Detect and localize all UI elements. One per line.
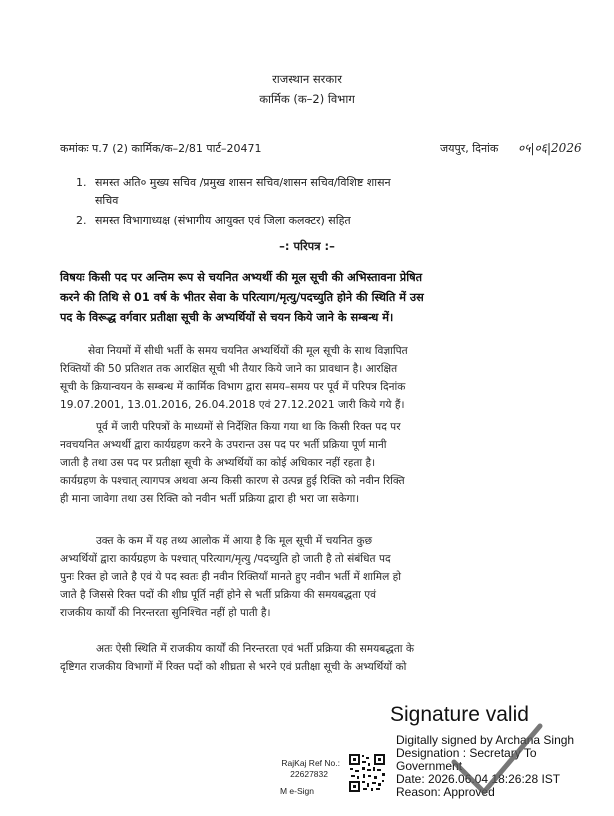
circular-title: –: परिपत्र :–	[279, 239, 335, 253]
checkmark-icon	[448, 722, 544, 798]
signature-reason: Reason: Approved	[396, 785, 495, 799]
paragraph-line: पूर्व में जारी परिपत्रों के माध्यमों से निर्देशित किया गया था कि किसी रिक्त पद पर	[96, 421, 401, 433]
signature-status: Signature valid	[390, 703, 529, 726]
signature-designation: Designation : Secretary To	[396, 746, 537, 760]
paragraph-line: सेवा नियमों में सीधी भर्ती के समय चयनित अभ्यर्थियों की मूल सूची के साथ विज्ञापित	[88, 345, 408, 357]
rajkaj-ref-number: 22627832	[290, 769, 328, 779]
paragraph-line: पुनः रिक्त हो जाते है एवं ये पद स्वतः ही नवीन रिक्तियाँ मानते हुए नवीन भर्ती में शामिल हो	[60, 571, 402, 584]
paragraph-line: राजकीय कार्यों की निरन्तरता सुनिश्चित नहीं हो पाती है।	[60, 607, 271, 620]
govt-name: राजस्थान सरकार	[272, 72, 342, 86]
paragraph-line: कार्यग्रहण के पश्चात् त्यागपत्र अथवा अन्य किसी कारण से उत्पन्न हुई रिक्ति को नवीन रिक्ति	[60, 475, 405, 488]
paragraph-line: 19.07.2001, 13.01.2016, 26.04.2018 एवं 27.12.2021 जारी किये गये हैं।	[60, 399, 405, 412]
paragraph-line: ही माना जावेगा तथा उस रिक्ति को नवीन भर्ती प्रक्रिया द्वारा ही भरा जा सकेगा।	[60, 493, 360, 506]
handwritten-date: ०५|०६|2026	[518, 141, 582, 155]
paragraph-2	[60, 418, 572, 508]
subject-line: करने की तिथि से 01 वर्ष के भीतर सेवा के परित्याग/मृत्यु/पदच्युति होने की स्थिति में उस	[60, 291, 424, 304]
paragraph-1	[60, 342, 572, 414]
paragraph-line: रिक्तियों की 50 प्रतिशत तक आरक्षित सूची भी तैयार किये जाने का प्रावधान है। आरक्षित	[60, 363, 398, 376]
department-name: कार्मिक (क–2) विभाग	[259, 92, 355, 106]
paragraph-line: अभ्यर्थियों द्वारा कार्यग्रहण के पश्चात् परित्याग/मृत्यु /पदच्युति हो जाती है तो संबंधित पद	[60, 553, 391, 566]
addressee-1	[95, 174, 575, 210]
signature-designation-cont: Government	[396, 759, 463, 773]
paragraph-line: उक्त के कम में यह तथ्य आलोक में आया है कि मूल सूची में चयनित कुछ	[96, 535, 373, 547]
addressee-1-line1: समस्त अति० मुख्य सचिव /प्रमुख शासन सचिव/शासन सचिव/विशिष्ट शासन	[95, 176, 391, 189]
rajkaj-ref-label: RajKaj Ref No.:	[281, 758, 340, 768]
paragraph-line: नवचयनित अभ्यर्थी द्वारा कार्यग्रहण करने के उपरान्त उस पद पर भर्ती प्रक्रिया पूर्ण मानी	[60, 439, 387, 452]
signature-date: Date: 2026.06.04 18:26:28 IST	[396, 772, 561, 786]
paragraph-line: अतः ऐसी स्थिति में राजकीय कार्यों की निरन्तरता एवं भर्ती प्रक्रिया की समयबद्धता के	[96, 643, 415, 655]
esign-label: M e-Sign	[279, 786, 314, 796]
paragraph-line: जाती है तथा उस पद पर प्रतीक्षा सूची के अभ्यर्थियों का कोई अधिकार नहीं रहता है।	[60, 457, 376, 470]
subject-block	[60, 268, 575, 328]
addressee-2-number: 2.	[76, 214, 87, 227]
paragraph-line: दृष्टिगत राजकीय विभागों में रिक्त पदों को शीघ्रता से भरने एवं प्रतीक्षा सूची के अभ्यर्थियों को	[60, 661, 407, 674]
addressee-2: समस्त विभागाध्यक्ष (संभागीय आयुक्त एवं जिला कलक्टर) सहित	[95, 214, 351, 227]
signature-signer: Digitally signed by Archana Singh	[396, 733, 575, 747]
reference-number: कमांकः प.7 (2) कार्मिक/क–2/81 पार्ट–20471	[60, 142, 262, 155]
paragraph-4	[60, 640, 572, 676]
addressee-1-number: 1.	[76, 176, 87, 189]
addressee-1-line2: सचिव	[95, 194, 119, 207]
place-date-label: जयपुर, दिनांक	[440, 142, 499, 155]
paragraph-line: जाते है जिससे रिक्त पदों की शीघ्र पूर्ति नहीं होने से भर्ती प्रक्रिया की समयबद्धता एवं	[60, 589, 377, 602]
qr-code-icon	[348, 753, 386, 793]
subject-line: पद के विरूद्ध वर्गवार प्रतीक्षा सूची के अभ्यर्थियों से चयन किये जाने के सम्बन्ध में।	[60, 311, 394, 324]
paragraph-line: सूची के क्रियान्वयन के सम्बन्ध में कार्मिक विभाग द्वारा समय–समय पर पूर्व में परिपत्र दिनांक	[60, 381, 406, 394]
subject-line: विषयः किसी पद पर अन्तिम रूप से चयनित अभ्यर्थी की मूल सूची की अभिस्तावना प्रेषित	[60, 271, 423, 284]
paragraph-3	[60, 532, 572, 622]
